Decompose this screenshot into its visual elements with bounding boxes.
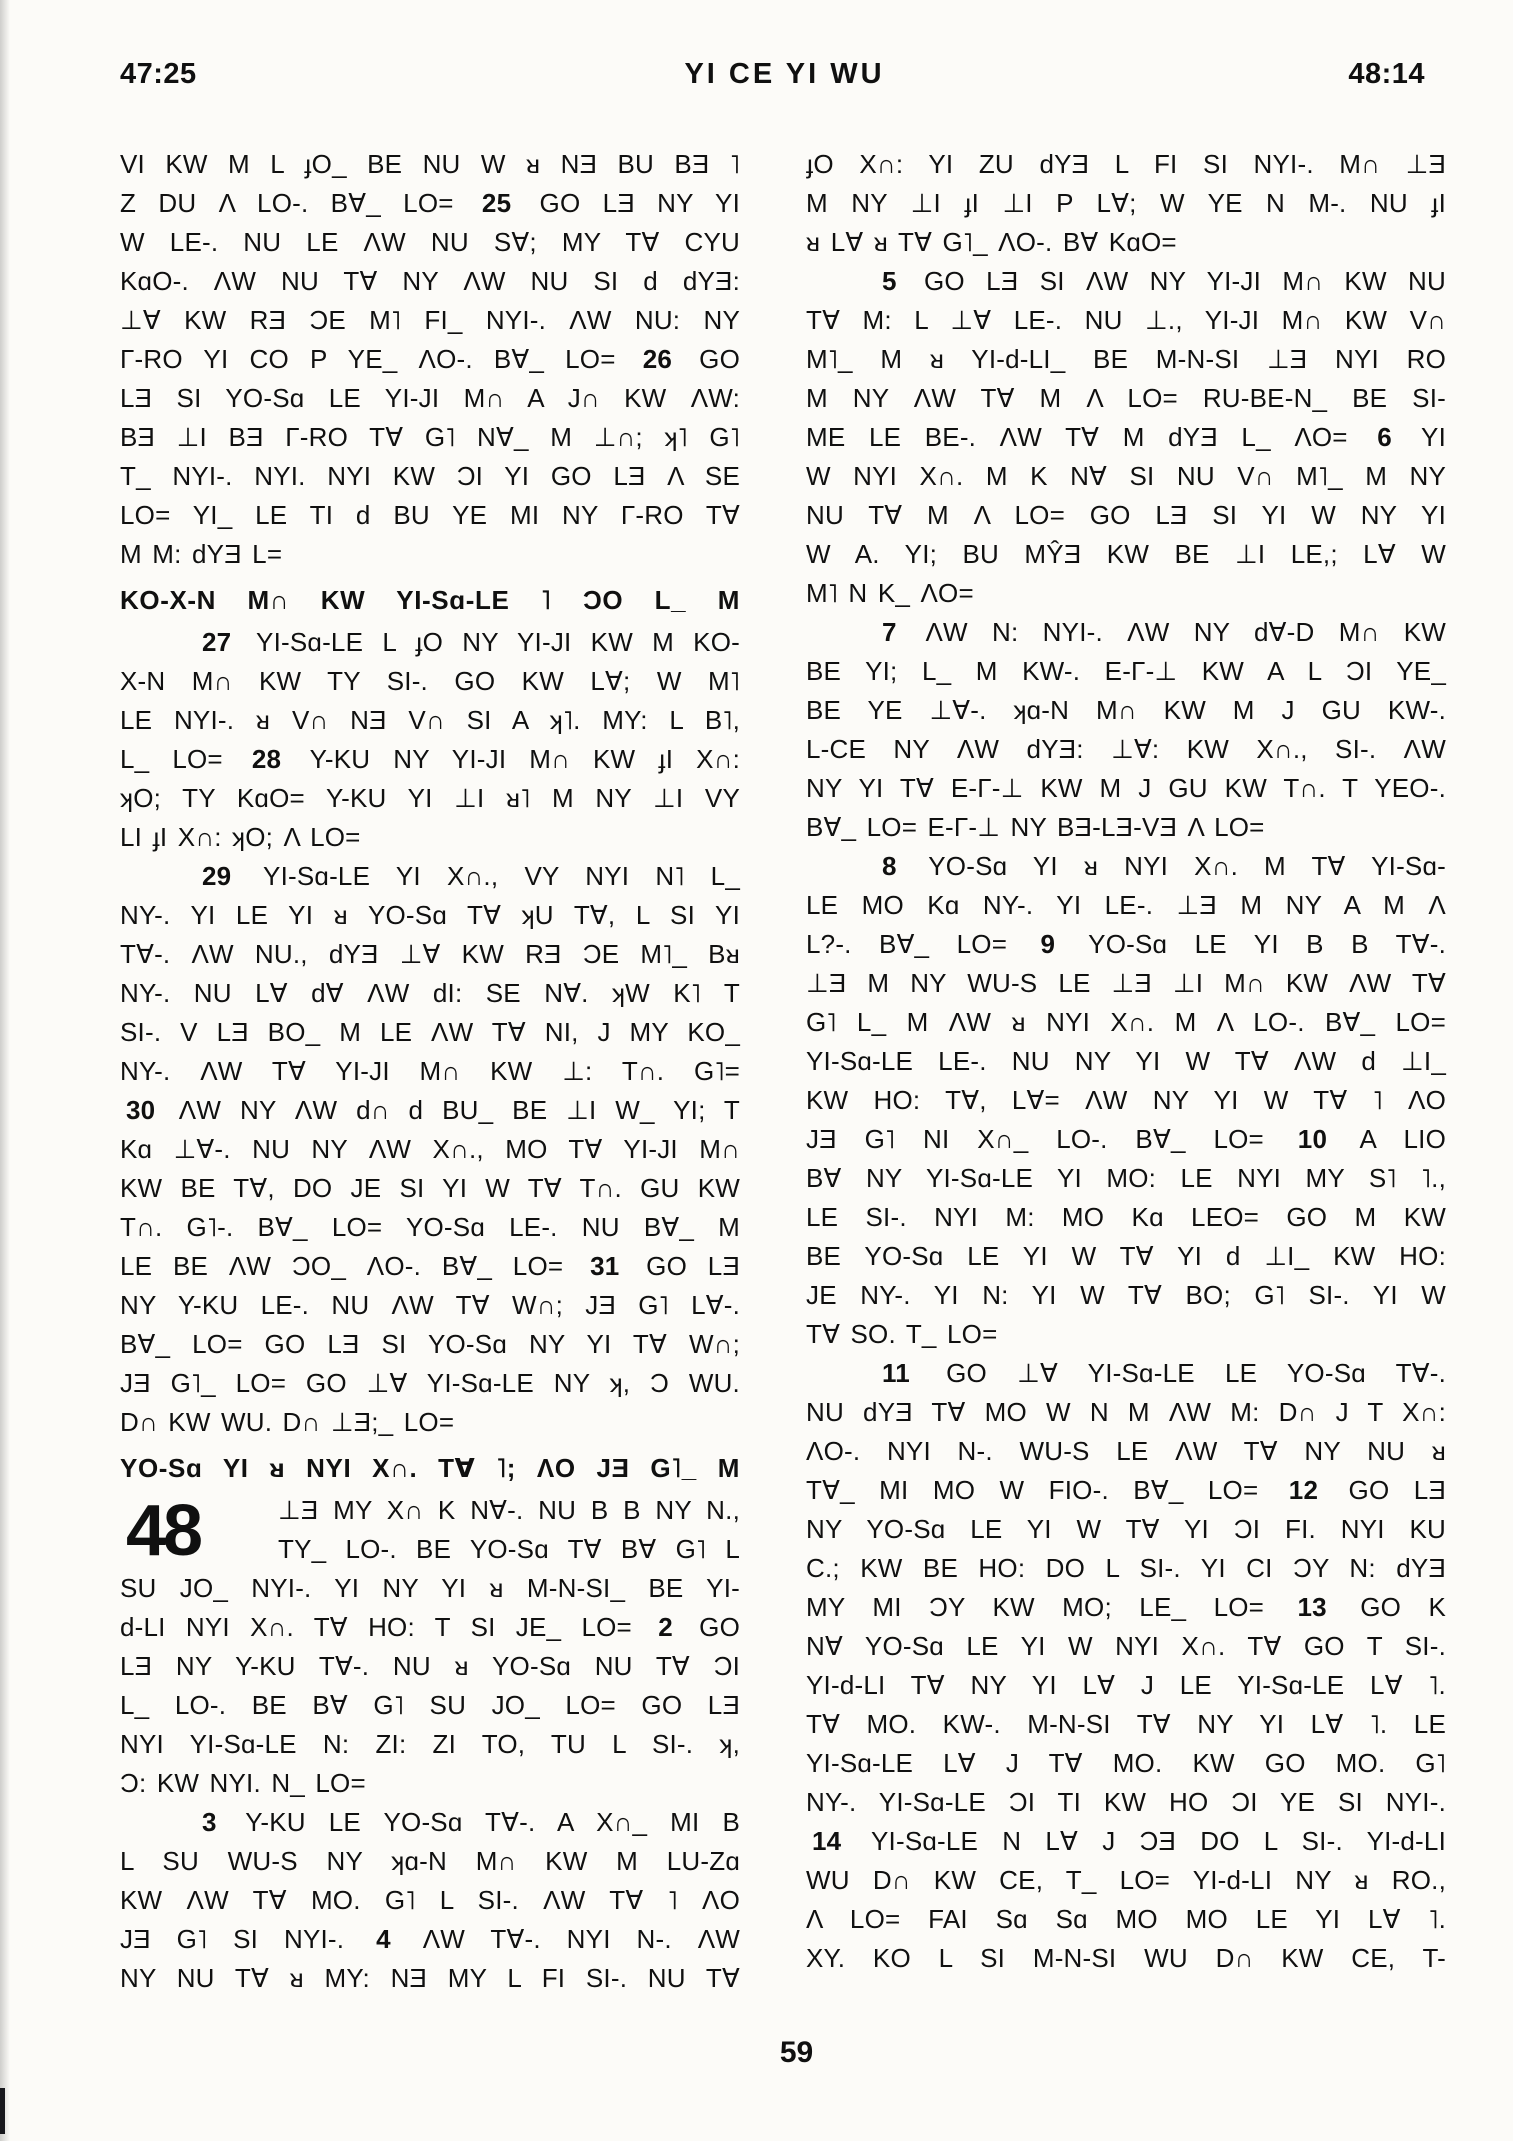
section-heading: KO-X-N M∩ KW YI-Sɑ-LE ˥ ƆO L_ M [120,585,740,615]
text-line: G˥ L_ M ΛW ᴚ NYI X∩. M Λ LO-. B∀_ LO= [806,1007,1446,1037]
text-line: ME LE BE-. ΛW T∀ M dYƎ L_ ΛO= 6 YI [806,422,1446,452]
text-line: 5 GO LƎ SI ΛW NY YI-JI M∩ KW NU [806,262,1446,301]
text-line: L_ LO= 28 Y-KU NY YI-JI M∩ KW ɟI X∩: [120,744,741,774]
text-line: C.; KW BE HO: DO L SI-. YI CI ƆY N: dYƎ [806,1553,1446,1583]
header-verse-ref-left: 47:25 [120,58,197,90]
text-line: JƎ G˥ SI NYI-. 4 ΛW T∀-. NYI N-. ΛW [120,1924,740,1954]
text-line: TY_ LO-. BE YO-Sɑ T∀ B∀ G˥ L [278,1534,740,1564]
book-title: YI CE YI WU [684,58,885,90]
text-line: NU T∀ M Λ LO= GO LƎ SI YI W NY YI [806,500,1446,530]
chapter-number: 48 [126,1491,201,1571]
text-line: NY-. ΛW T∀ YI-JI M∩ KW ⊥: T∩. G˥= [120,1056,740,1086]
text-line: B∀ NY YI-Sɑ-LE YI MO: LE NYI MY S˥ ˥., [806,1163,1446,1193]
text-line: LƎ NY Y-KU T∀-. NU ᴚ YO-Sɑ NU T∀ ƆI [120,1651,740,1681]
text-line: YI-Sɑ-LE LE-. NU NY YI W T∀ ΛW d ⊥I_ [806,1046,1446,1076]
text-line: LI ɟI X∩: ʞO; Λ LO= [120,822,361,852]
header-verse-ref-right: 48:14 [1348,58,1425,90]
scan-edge-artifact [0,2088,5,2134]
column-right [806,145,1446,1978]
text-line: d-LI NYI X∩. T∀ HO: T SI JE_ LO= 2 GO [120,1612,740,1642]
text-line: LƎ SI YO-Sɑ LE YI-JI M∩ A J∩ KW ΛW: [120,383,740,413]
text-line: Γ-RO YI CO P YE_ ΛO-. B∀_ LO= 26 GO [120,344,740,374]
verse-number: 28 [251,744,282,774]
text-line: NU dYƎ T∀ MO W N M ΛW M: D∩ J T X∩: [806,1397,1446,1427]
text-line: LE BE ΛW ƆO_ ΛO-. B∀_ LO= 31 GO LƎ [120,1251,741,1281]
text-line: YI-d-LI T∀ NY YI L∀ J LE YI-Sɑ-LE L∀ ˥. [806,1670,1446,1700]
text-line: Z DU Λ LO-. B∀_ LO= 25 GO LƎ NY YI [120,188,740,218]
text-line: Λ LO= FAI Sɑ Sɑ MO MO LE YI L∀ ˥. [806,1904,1446,1934]
verse-number: 31 [590,1251,620,1281]
text-line: YI-Sɑ-LE L∀ J T∀ MO. KW GO MO. G˥ [806,1748,1446,1778]
text-line: Ɔ: KW NYI. N_ LO= [120,1768,366,1798]
text-line: T∩. G˥-. B∀_ LO= YO-Sɑ LE-. NU B∀_ M [120,1212,740,1242]
text-line: ʞO; TY KɑO= Y-KU YI ⊥I ᴚ˥ M NY ⊥I VY [120,783,740,813]
section-heading: YO-Sɑ YI ᴚ NYI X∩. T∀ ˥; ΛO JƎ G˥_ M [120,1453,740,1483]
text-line: JƎ G˥_ LO= GO ⊥∀ YI-Sɑ-LE NY ʞ, Ɔ WU. [120,1368,740,1398]
text-line: L SU WU-S NY ʞɑ-N M∩ KW M LU-Zɑ [120,1846,740,1876]
text-line: M˥ N K_ ΛO= [806,578,974,608]
verse-number: 27 [202,627,232,657]
text-line: WU D∩ KW CE, T_ LO= YI-d-LI NY ᴚ RO., [806,1865,1446,1895]
verse-number: 25 [481,188,512,218]
text-line: T∀ M: L ⊥∀ LE-. NU ⊥., YI-JI M∩ KW V∩ [806,305,1446,335]
text-line: NY YI T∀ E-Γ-⊥ KW M J GU KW T∩. T YEO-. [806,773,1446,803]
text-line: NY YO-Sɑ LE YI W T∀ YI ƆI FI. NYI KU [806,1514,1446,1544]
text-line: 30 ΛW NY ΛW d∩ d BU_ BE ⊥I W_ YI; T [120,1091,740,1130]
text-line: BE YI; L_ M KW-. E-Γ-⊥ KW A L ƆI YE_ [806,656,1446,686]
verse-number: 11 [882,1358,910,1388]
text-line: NY-. NU L∀ d∀ ΛW dI: SE N∀. ʞW K˥ T [120,978,740,1008]
text-line: NY NU T∀ ᴚ MY: NƎ MY L FI SI-. NU T∀ [120,1963,740,1993]
text-line: D∩ KW WU. D∩ ⊥Ǝ;_ LO= [120,1407,455,1437]
text-line: ⊥Ǝ M NY WU-S LE ⊥Ǝ ⊥I M∩ KW ΛW T∀ [806,968,1446,998]
text-line: LE MO Kɑ NY-. YI LE-. ⊥Ǝ M NY A M Λ [806,890,1446,920]
verse-number: 29 [202,861,232,891]
text-line: L_ LO-. BE B∀ G˥ SU JO_ LO= GO LƎ [120,1690,740,1720]
verse-number: 30 [126,1095,156,1125]
text-line: ᴚ L∀ ᴚ T∀ G˥_ ΛO-. B∀ KɑO= [806,227,1177,257]
text-line: T∀_ MI MO W FIO-. B∀_ LO= 12 GO LƎ [806,1475,1446,1505]
verse-number: 7 [882,617,897,647]
text-line: JE NY-. YI N: YI W T∀ BO; G˥ SI-. YI W [806,1280,1446,1310]
text-line: Kɑ ⊥∀-. NU NY ΛW X∩., MO T∀ YI-JI M∩ [120,1134,740,1164]
text-line: 48 ⊥Ǝ MY X∩ K N∀-. NU B B NY N., [126,1491,740,1571]
text-line: W A. YI; BU MŶƎ KW BE ⊥I LE,; L∀ W [806,539,1446,569]
text-line: MY MI ƆY KW MO; LE_ LO= 13 GO K [806,1592,1446,1622]
text-line: KW BE T∀, DO JE SI YI W T∀ T∩. GU KW [120,1173,740,1203]
text-line: 3 Y-KU LE YO-Sɑ T∀-. A X∩_ MI B [120,1803,740,1842]
verse-number: 5 [882,266,897,296]
text-line: L?-. B∀_ LO= 9 YO-Sɑ LE YI B B T∀-. [806,929,1446,959]
text-line: W NYI X∩. M K N∀ SI NU V∩ M˥_ M NY [806,461,1446,491]
page-number: 59 [779,2036,814,2069]
verse-number: 10 [1297,1124,1328,1154]
verse-number: 13 [1297,1592,1327,1622]
text-line: T∀-. ΛW NU., dYƎ ⊥∀ KW RƎ ƆE M˥_ Bᴚ [120,939,740,969]
text-line: NY Y-KU LE-. NU ΛW T∀ W∩; JƎ G˥ L∀-. [120,1290,740,1320]
text-line: X-N M∩ KW TY SI-. GO KW L∀; W M˥ [120,666,740,696]
text-line: LO= YI_ LE TI d BU YE MI NY Γ-RO T∀ [120,500,740,530]
text-line: BƎ ⊥I BƎ Γ-RO T∀ G˥ N∀_ M ⊥∩; ʞ˥ G˥ [120,422,740,452]
text-line: B∀_ LO= GO LƎ SI YO-Sɑ NY YI T∀ W∩; [120,1329,740,1359]
text-line: KW ΛW T∀ MO. G˥ L SI-. ΛW T∀ ˥ ΛO [120,1885,740,1915]
text-line: T∀ MO. KW-. M-N-SI T∀ NY YI L∀ ˥. LE [806,1709,1446,1739]
text-line: BE YO-Sɑ LE YI W T∀ YI d ⊥I_ KW HO: [806,1241,1446,1271]
text-line: 27 YI-Sɑ-LE L ɟO NY YI-JI KW M KO- [120,623,740,662]
text-line: BE YE ⊥∀-. ʞɑ-N M∩ KW M J GU KW-. [806,695,1446,725]
verse-number: 14 [812,1826,842,1856]
text-line: ɟO X∩: YI ZU dYƎ L FI SI NYI-. M∩ ⊥Ǝ [806,149,1446,179]
text-line: 11 GO ⊥∀ YI-Sɑ-LE LE YO-Sɑ T∀-. [806,1354,1446,1393]
text-line: LE SI-. NYI M: MO Kɑ LEO= GO M KW [806,1202,1446,1232]
column-left [120,145,740,1998]
text-line: NY-. YI-Sɑ-LE ƆI TI KW HO ƆI YE SI NYI-. [806,1787,1446,1817]
text-line: L-CE NY ΛW dYƎ: ⊥∀: KW X∩., SI-. ΛW [806,734,1446,764]
text-line: M M: dYƎ L= [120,539,283,569]
text-line: KW HO: T∀, L∀= ΛW NY YI W T∀ ˥ ΛO [806,1085,1446,1115]
text-line: M NY ΛW T∀ M Λ LO= RU-BE-N_ BE SI- [806,383,1446,413]
text-line: 7 ΛW N: NYI-. ΛW NY d∀-D M∩ KW [806,613,1446,652]
text-line: NYI YI-Sɑ-LE N: ZI: ZI TO, TU L SI-. ʞ, [120,1729,740,1759]
page-header [0,58,1513,92]
verse-number: 2 [658,1612,673,1642]
text-line: NY-. YI LE YI ᴚ YO-Sɑ T∀ ʞU T∀, L SI YI [120,900,740,930]
text-line: N∀ YO-Sɑ LE YI W NYI X∩. T∀ GO T SI-. [806,1631,1446,1661]
verse-number: 3 [202,1807,217,1837]
text-line: 29 YI-Sɑ-LE YI X∩., VY NYI N˥ L_ [120,857,740,896]
text-line: VI KW M L ɟO_ BE NU W ᴚ NƎ BU BƎ ˥ [120,149,740,179]
text-line: SI-. V LƎ BO_ M LE ΛW T∀ NI, J MY KO_ [120,1017,740,1047]
text-line: W LE-. NU LE ΛW NU S∀; MY T∀ CYU [120,227,740,257]
text-line: ⊥∀ KW RƎ ƆE M˥ FI_ NYI-. ΛW NU: NY [120,305,740,335]
verse-number: 26 [642,344,673,374]
verse-number: 12 [1288,1475,1319,1505]
text-line: T_ NYI-. NYI. NYI KW ƆI YI GO LƎ Λ SE [120,461,740,491]
text-line: B∀_ LO= E-Γ-⊥ NY BƎ-LƎ-VƎ Λ LO= [806,812,1265,842]
text-line: LE NYI-. ᴚ V∩ NƎ V∩ SI A ʞ˥. MY: L B˥, [120,705,740,735]
verse-number: 4 [376,1924,391,1954]
text-line: M NY ⊥I ɟI ⊥I P L∀; W YE N M-. NU ɟI [806,188,1446,218]
verse-number: 9 [1040,929,1056,959]
text-line: KɑO-. ΛW NU T∀ NY ΛW NU SI d dYƎ: [120,266,740,296]
text-line: M˥_ M ᴚ YI-d-LI_ BE M-N-SI ⊥Ǝ NYI RO [806,344,1446,374]
text-line: XY. KO L SI M-N-SI WU D∩ KW CE, T- [806,1943,1446,1973]
text-line: 14 YI-Sɑ-LE N L∀ J ƆƎ DO L SI-. YI-d-LI [806,1822,1446,1861]
text-line: T∀ SO. T_ LO= [806,1319,998,1349]
text-line: SU JO_ NYI-. YI NY YI ᴚ M-N-SI_ BE YI- [120,1573,740,1603]
text-line: 8 YO-Sɑ YI ᴚ NYI X∩. M T∀ YI-Sɑ- [806,847,1446,886]
verse-number: 8 [882,851,897,881]
verse-number: 6 [1377,422,1392,452]
text-line: JƎ G˥ NI X∩_ LO-. B∀_ LO= 10 A LIO [806,1124,1447,1154]
text-line: ΛO-. NYI N-. WU-S LE ΛW T∀ NY NU ᴚ [806,1436,1446,1466]
